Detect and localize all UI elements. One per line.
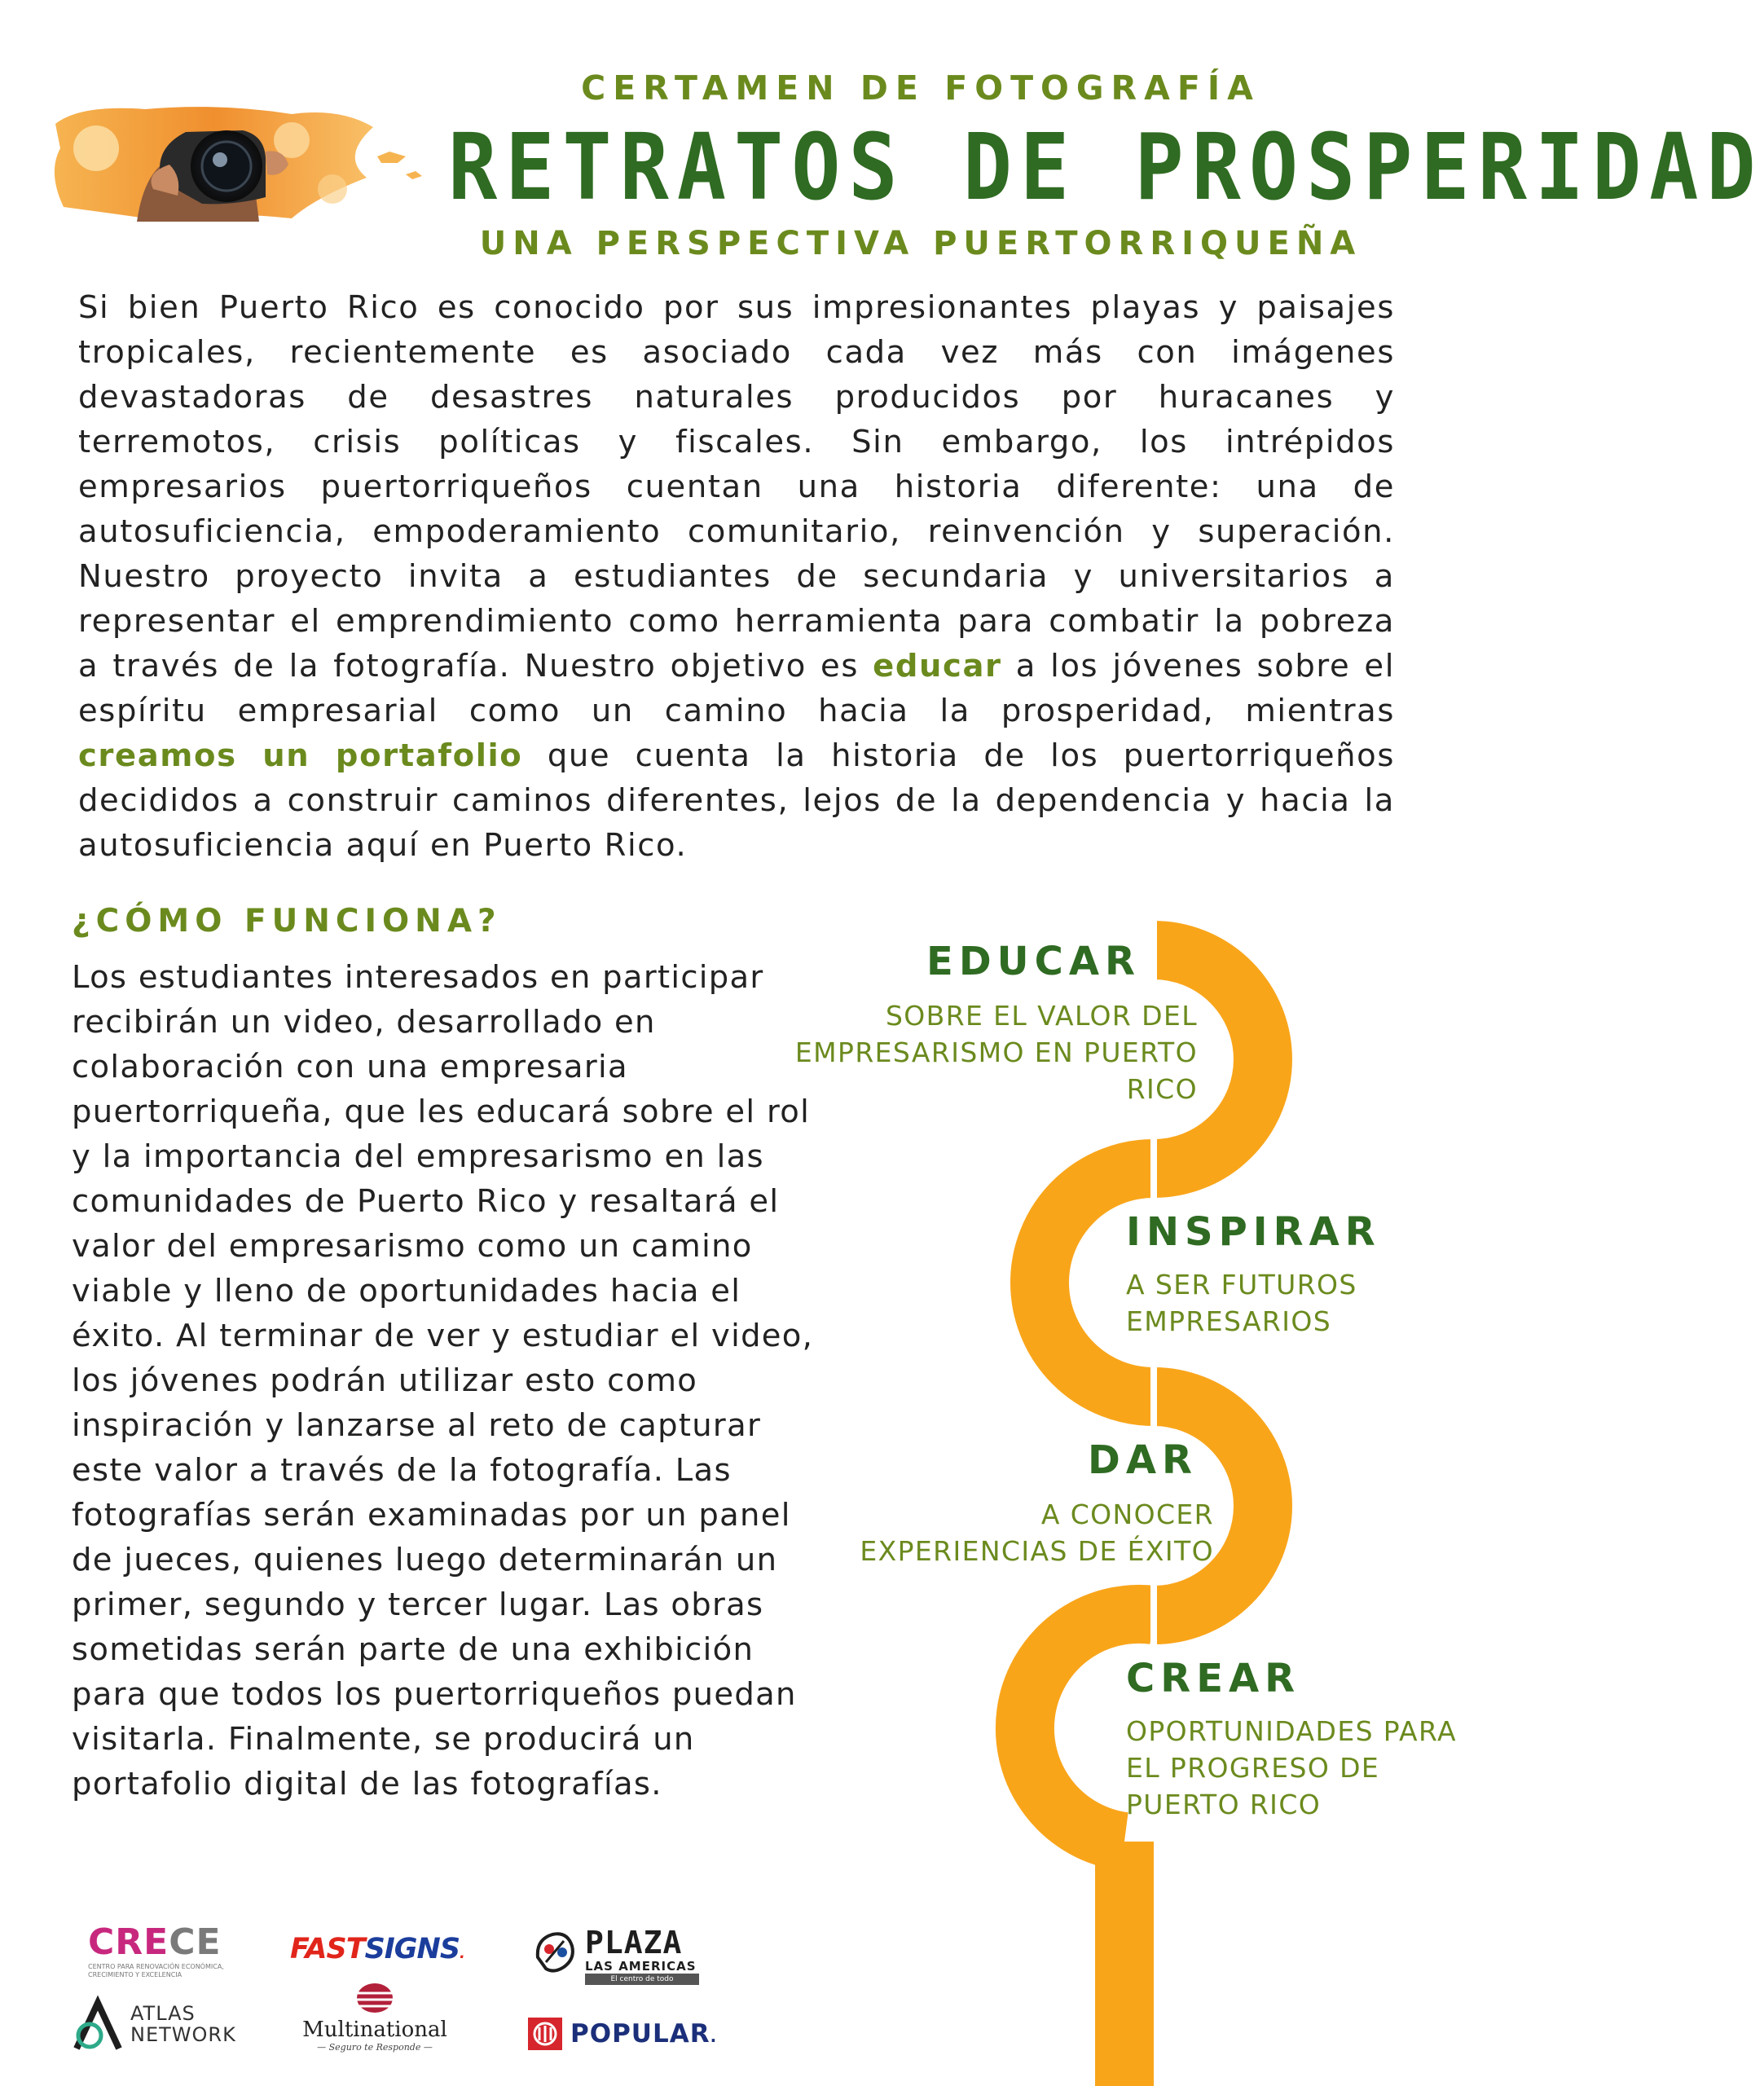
logo-crece bbox=[88, 1921, 224, 1978]
step-dar-line: A CONOCER bbox=[1040, 1498, 1214, 1530]
step-dar-title: DAR bbox=[1088, 1437, 1198, 1483]
crece-sub-line: CRECIMIENTO Y EXCELENCIA bbox=[88, 1971, 183, 1978]
fastsigns-part: FAST bbox=[290, 1933, 365, 1965]
step-crear-title: CREAR bbox=[1126, 1656, 1301, 1701]
step-crear-line: EL PROGRESO DE bbox=[1126, 1752, 1380, 1784]
logo-plaza-las-americas bbox=[531, 1925, 702, 1982]
step-crear-line: PUERTO RICO bbox=[1126, 1789, 1322, 1820]
step-inspirar-title: INSPIRAR bbox=[1126, 1209, 1381, 1255]
intro-text-1: Si bien Puerto Rico es conocido por sus impresionantes playas y paisajes tropicales, recientemente es asociado cada vez más con imágenes devastadoras de desastres naturales producidos por huracanes y terremotos, crisis políticas y fiscales. Sin embargo, los intrépidos empresarios puertorriqueños cuentan una historia diferente: una de autosuficiencia, empoderamiento comunitario, reinvención y superación. Nuestro proyecto invita a estudiantes de secundaria y universitarios a representar el emprendimiento como herramienta para combatir la pobreza a través de la fotografía. Nuestro objetivo es bbox=[78, 289, 1395, 684]
intro-text-3: que cuenta la historia de los puertorriqueños decididos a construir caminos diferentes, lejos de la dependencia y hacia la autosuficiencia aquí en Puerto Rico. bbox=[78, 737, 1395, 864]
step-inspirar-description bbox=[1126, 1266, 1468, 1340]
logo-multinational bbox=[301, 1982, 448, 2063]
atlas-line: NETWORK bbox=[130, 2023, 236, 2046]
crece-wordmark bbox=[88, 1921, 222, 1963]
step-inspirar-line: EMPRESARIOS bbox=[1126, 1305, 1332, 1337]
intro-highlight-educar: educar bbox=[873, 648, 1002, 684]
multinational-tagline: — Seguro te Responde — bbox=[317, 2042, 433, 2053]
page-subtitle: UNA PERSPECTIVA PUERTORRIQUEÑA bbox=[479, 225, 1362, 262]
atlas-line: ATLAS bbox=[130, 2002, 196, 2025]
multinational-globe-icon bbox=[354, 1982, 395, 2014]
step-educar-line: RICO bbox=[1126, 1073, 1198, 1105]
plaza-emblem-icon bbox=[531, 1925, 580, 1982]
step-educar-title: EDUCAR bbox=[926, 939, 1141, 984]
crece-sub-line: CENTRO PARA RENOVACIÓN ECONÓMICA, bbox=[88, 1963, 224, 1970]
header-photo bbox=[47, 99, 424, 230]
popular-text: POPULAR bbox=[570, 2019, 710, 2049]
logo-popular bbox=[528, 2018, 724, 2050]
step-educar-line: SOBRE EL VALOR DEL bbox=[885, 1000, 1198, 1032]
plaza-wordmark: PLAZA bbox=[585, 1925, 683, 1961]
step-crear-description bbox=[1126, 1713, 1468, 1823]
step-crear-line: OPORTUNIDADES PARA bbox=[1126, 1715, 1457, 1747]
page-title: RETRATOS DE PROSPERIDAD bbox=[448, 114, 1764, 222]
logo-fastsigns bbox=[290, 1933, 464, 1965]
popular-emblem-icon bbox=[528, 2018, 562, 2050]
atlas-wordmark bbox=[130, 2003, 236, 2045]
step-inspirar-line: A SER FUTUROS bbox=[1126, 1269, 1357, 1300]
plaza-tagline: El centro de todo bbox=[585, 1974, 699, 1985]
popular-wordmark bbox=[570, 2019, 717, 2049]
plaza-subtitle: LAS AMERICAS bbox=[585, 1959, 697, 1974]
pre-title: CERTAMEN DE FOTOGRAFÍA bbox=[581, 68, 1260, 108]
step-dar-line: EXPERIENCIAS DE ÉXITO bbox=[860, 1535, 1214, 1567]
popular-mark: . bbox=[710, 2027, 718, 2046]
crece-subtitle bbox=[88, 1963, 224, 1979]
crece-part: CE bbox=[169, 1921, 222, 1963]
how-it-works-heading: ¿CÓMO FUNCIONA? bbox=[72, 903, 502, 940]
crece-part: CR bbox=[88, 1921, 144, 1963]
atlas-emblem-icon bbox=[72, 1998, 125, 2055]
intro-highlight-portafolio: creamos un portafolio bbox=[78, 737, 523, 774]
how-it-works-body: Los estudiantes interesados en participar recibirán un video, desarrollado en colaboración con una empresaria puertorriqueña, que les educará sobre el rol y la importancia del empresarismo en las comunidades de Puerto Rico y resaltará el valor del empresarismo como un camino viable y lleno de oportunidades hacia el éxito. Al terminar de ver y estudiar el video, los jóvenes podrán utilizar esto como inspiración y lanzarse al reto de capturar este valor a través de la fotografía. Las fotografías serán examinadas por un panel de jueces, quienes luego determinarán un primer, segundo y tercer lugar. Las obras sometidas serán parte de una exhibición para que todos los puertorriqueños puedan visitarla. Finalmente, se producirá un portafolio digital de las fotografías. bbox=[72, 959, 814, 1802]
logo-atlas-network bbox=[72, 1998, 235, 2055]
fastsigns-mark: . bbox=[460, 1945, 464, 1962]
step-educar-line: EMPRESARISMO EN PUERTO bbox=[794, 1036, 1198, 1068]
intro-text-2: a los jóvenes sobre el espíritu empresarial como un camino hacia la prosperidad, mientras bbox=[78, 648, 1396, 729]
intro-paragraph bbox=[78, 285, 1395, 868]
fastsigns-part: SIGNS bbox=[364, 1933, 460, 1965]
multinational-wordmark: Multinational bbox=[302, 2018, 447, 2042]
step-educar-description bbox=[766, 997, 1198, 1107]
step-dar-description bbox=[798, 1496, 1214, 1569]
crece-part: E bbox=[143, 1921, 169, 1963]
